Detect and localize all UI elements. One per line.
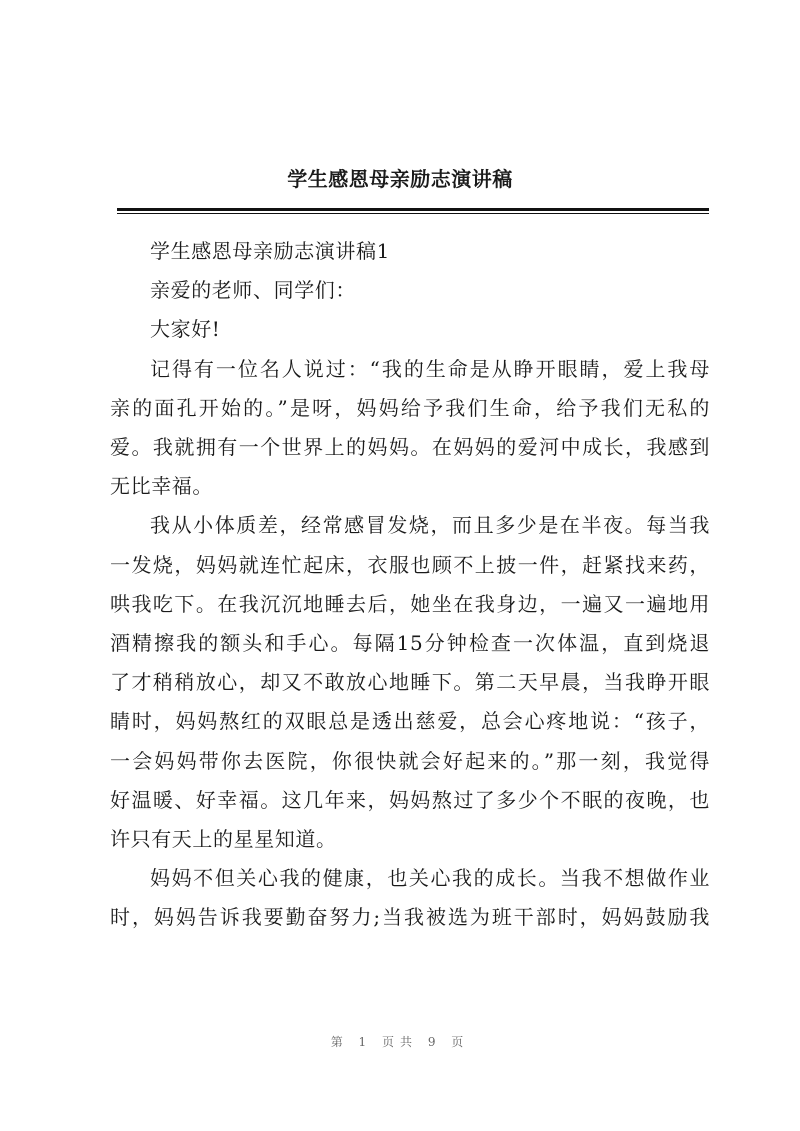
text-line: 睛时，妈妈熬红的双眼总是透出慈爱，总会心疼地说：“孩子， <box>110 709 710 734</box>
title-underline <box>117 208 709 211</box>
text-line: 无比幸福。 <box>110 474 213 499</box>
paragraph-1 <box>110 350 710 507</box>
text-line: 爱。我就拥有一个世界上的妈妈。在妈妈的爱河中成长，我感到 <box>110 435 710 460</box>
text-line: 亲爱的老师、同学们： <box>150 278 356 303</box>
page-number-footer: 第 1 页共 9 页 <box>330 1035 470 1049</box>
text-line: 时，妈妈告诉我要勤奋努力;当我被选为班干部时，妈妈鼓励我 <box>110 905 710 930</box>
section-heading <box>110 232 710 271</box>
text-line: 酒精擦我的额头和手心。每隔15分钟检查一次体温，直到烧退 <box>110 631 710 656</box>
text-line: 妈妈不但关心我的健康，也关心我的成长。当我不想做作业 <box>150 866 710 891</box>
text-line: 一发烧，妈妈就连忙起床，衣服也顾不上披一件，赶紧找来药， <box>110 552 710 577</box>
title-underline-thin <box>117 213 709 214</box>
text-line: 好温暖、好幸福。这几年来，妈妈熬过了多少个不眠的夜晚，也 <box>110 787 710 812</box>
text-line: 一会妈妈带你去医院，你很快就会好起来的。”那一刻，我觉得 <box>110 748 710 773</box>
text-line: 了才稍稍放心，却又不敢放心地睡下。第二天早晨，当我睁开眼 <box>110 670 710 695</box>
text-line: 亲的面孔开始的。”是呀，妈妈给予我们生命，给予我们无私的 <box>110 395 710 420</box>
text-line: 学生感恩母亲励志演讲稿1 <box>150 239 390 263</box>
salutation <box>110 271 710 310</box>
text-line: 哄我吃下。在我沉沉地睡去后，她坐在我身边，一遍又一遍地用 <box>110 591 710 616</box>
paragraph-2 <box>110 506 710 859</box>
text-line: 记得有一位名人说过：“我的生命是从睁开眼睛，爱上我母 <box>150 356 710 381</box>
document-body <box>110 232 710 938</box>
text-line: 我从小体质差，经常感冒发烧，而且多少是在半夜。每当我 <box>150 513 710 538</box>
greeting <box>110 310 710 349</box>
text-line: 大家好! <box>150 317 221 342</box>
text-line: 许只有天上的星星知道。 <box>110 827 337 852</box>
document-title: 学生感恩母亲励志演讲稿 <box>287 167 513 191</box>
paragraph-3 <box>110 859 710 937</box>
